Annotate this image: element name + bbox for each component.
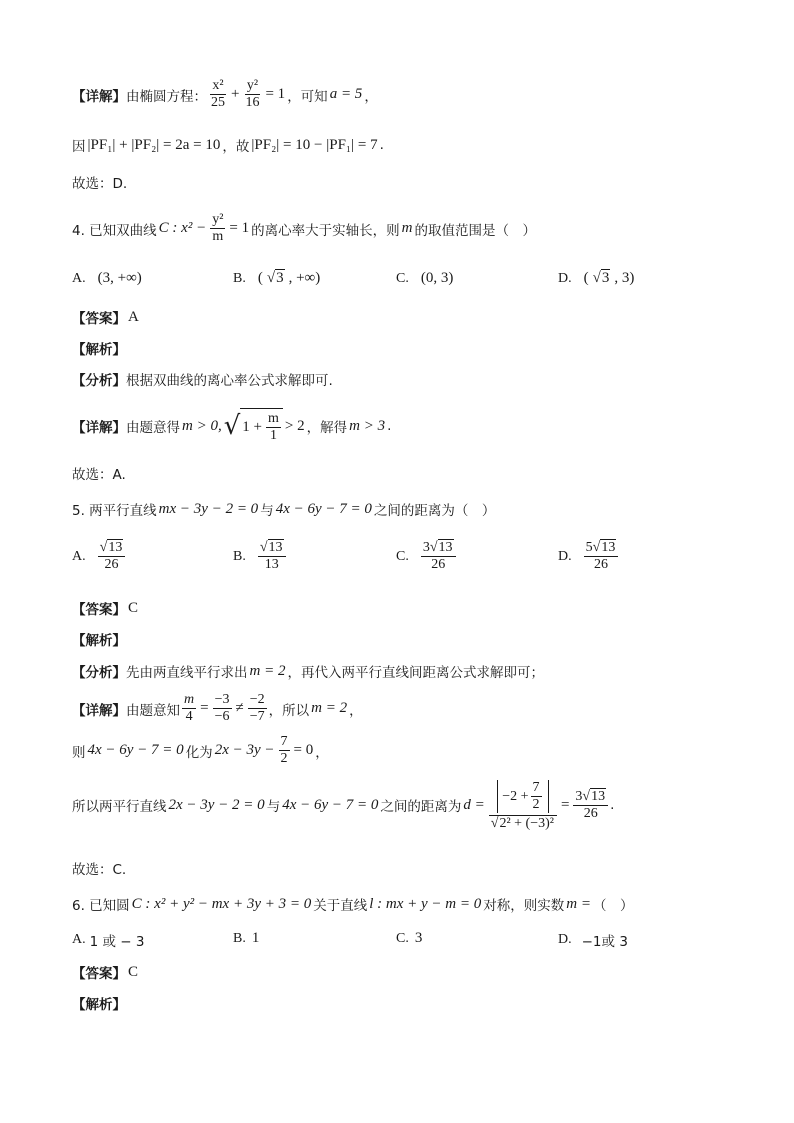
q4-stem: 4. 已知双曲线 C : x² − $\frac{\text{y²}}{m}$ = 1 的离心率大于实轴长，则 m 的取值范围是（ ）: [72, 212, 536, 245]
distance-fraction: −2 + $\frac{7}{2}$ √2² + (−3)²: [489, 778, 557, 832]
q6-option-a[interactable]: A. 1 或 − 3: [72, 932, 145, 950]
q4-option-c[interactable]: C. (0, 3): [396, 270, 454, 286]
q5-option-b[interactable]: B. $\frac{√13}{13}$: [233, 540, 288, 573]
q3-detail-line2: 因 |PF₁| + |PF₂| = 2a = 10 ，故 |PF₂| = 10 − |PF₁| = 7 .: [72, 136, 384, 155]
q5-analysis-tag: 【解析】: [72, 633, 126, 649]
sqrt-expression: √ 1 + $\frac{m}{1}$: [224, 408, 283, 444]
q4-xiangjie: 【详解】 由题意得 m > 0, √ 1 + $\frac{m}{1}$ > 2 ，解得 m > 3 .: [72, 408, 391, 444]
fraction: $\frac{\text{y²}}{m}$: [212, 212, 224, 245]
detail-tag: 【详解】: [72, 88, 126, 105]
q6-option-c[interactable]: C. 3: [396, 930, 423, 946]
q5-line2: 则 4x − 6y − 7 = 0 化为 2x − 3y − $\frac{7}{2}$ = 0 ，: [72, 734, 329, 767]
q4-answer: 【答案】 A: [72, 308, 139, 327]
q5-stem: 5. 两平行直线 mx − 3y − 2 = 0 与 4x − 6y − 7 = 0 之间的距离为（ ）: [72, 500, 496, 519]
q4-analysis-tag: 【解析】: [72, 342, 126, 358]
q5-option-c[interactable]: C. $\frac{3√13}{26}$: [396, 540, 458, 573]
q5-fenxi: 【分析】 先由两直线平行求出 m = 2 ，再代入两平行直线间距离公式求解即可；: [72, 662, 544, 681]
q4-option-a[interactable]: A. (3, +∞): [72, 270, 142, 286]
q6-option-d[interactable]: D. −1或 3: [558, 932, 628, 950]
q6-analysis-tag: 【解析】: [72, 997, 126, 1013]
q6-answer: 【答案】 C: [72, 963, 139, 982]
q5-answer: 【答案】 C: [72, 599, 139, 618]
q5-choose: 故选：C.: [72, 862, 127, 878]
fraction: $\frac{\text{y²}}{16}$: [245, 78, 260, 111]
q4-option-b[interactable]: B. ( √3 , +∞): [233, 270, 321, 286]
q4-fenxi: 【分析】 根据双曲线的离心率公式求解即可.: [72, 373, 333, 389]
q3-detail-line1: 【详解】 由椭圆方程： $\frac{\text{x²}}{25}$ + $\frac{\text{y²}}{16}$ = 1 ，可知 a = 5 ，: [72, 78, 378, 111]
q3-choose: 故选：D.: [72, 176, 128, 192]
q4-option-d[interactable]: D. ( √3 , 3): [558, 270, 635, 286]
q5-option-a[interactable]: A. $\frac{√13}{26}$: [72, 540, 127, 573]
q5-xiangjie: 【详解】 由题意知 $\frac{m}{4}$ = $\frac{-3}{-6}$ ≠ $\frac{-2}{-7}$ ，所以 m = 2 ，: [72, 692, 363, 725]
q5-option-d[interactable]: D. $\frac{5√13}{26}$: [558, 540, 620, 573]
q4-choose: 故选：A.: [72, 467, 126, 483]
q6-option-b[interactable]: B. 1: [233, 930, 260, 946]
q6-stem: 6. 已知圆 C : x² + y² − mx + 3y + 3 = 0 关于直线 l : mx + y − m = 0 对称，则实数 m = （ ）: [72, 895, 634, 914]
q5-line3: 所以两平行直线 2x − 3y − 2 = 0 与 4x − 6y − 7 = 0 之间的距离为 d = −2 + $\frac{7}{2}$ √2² + (−3)² = $\frac{3√13}{26}$ .: [72, 780, 615, 832]
fraction: $\frac{\text{x²}}{25}$: [211, 78, 225, 111]
